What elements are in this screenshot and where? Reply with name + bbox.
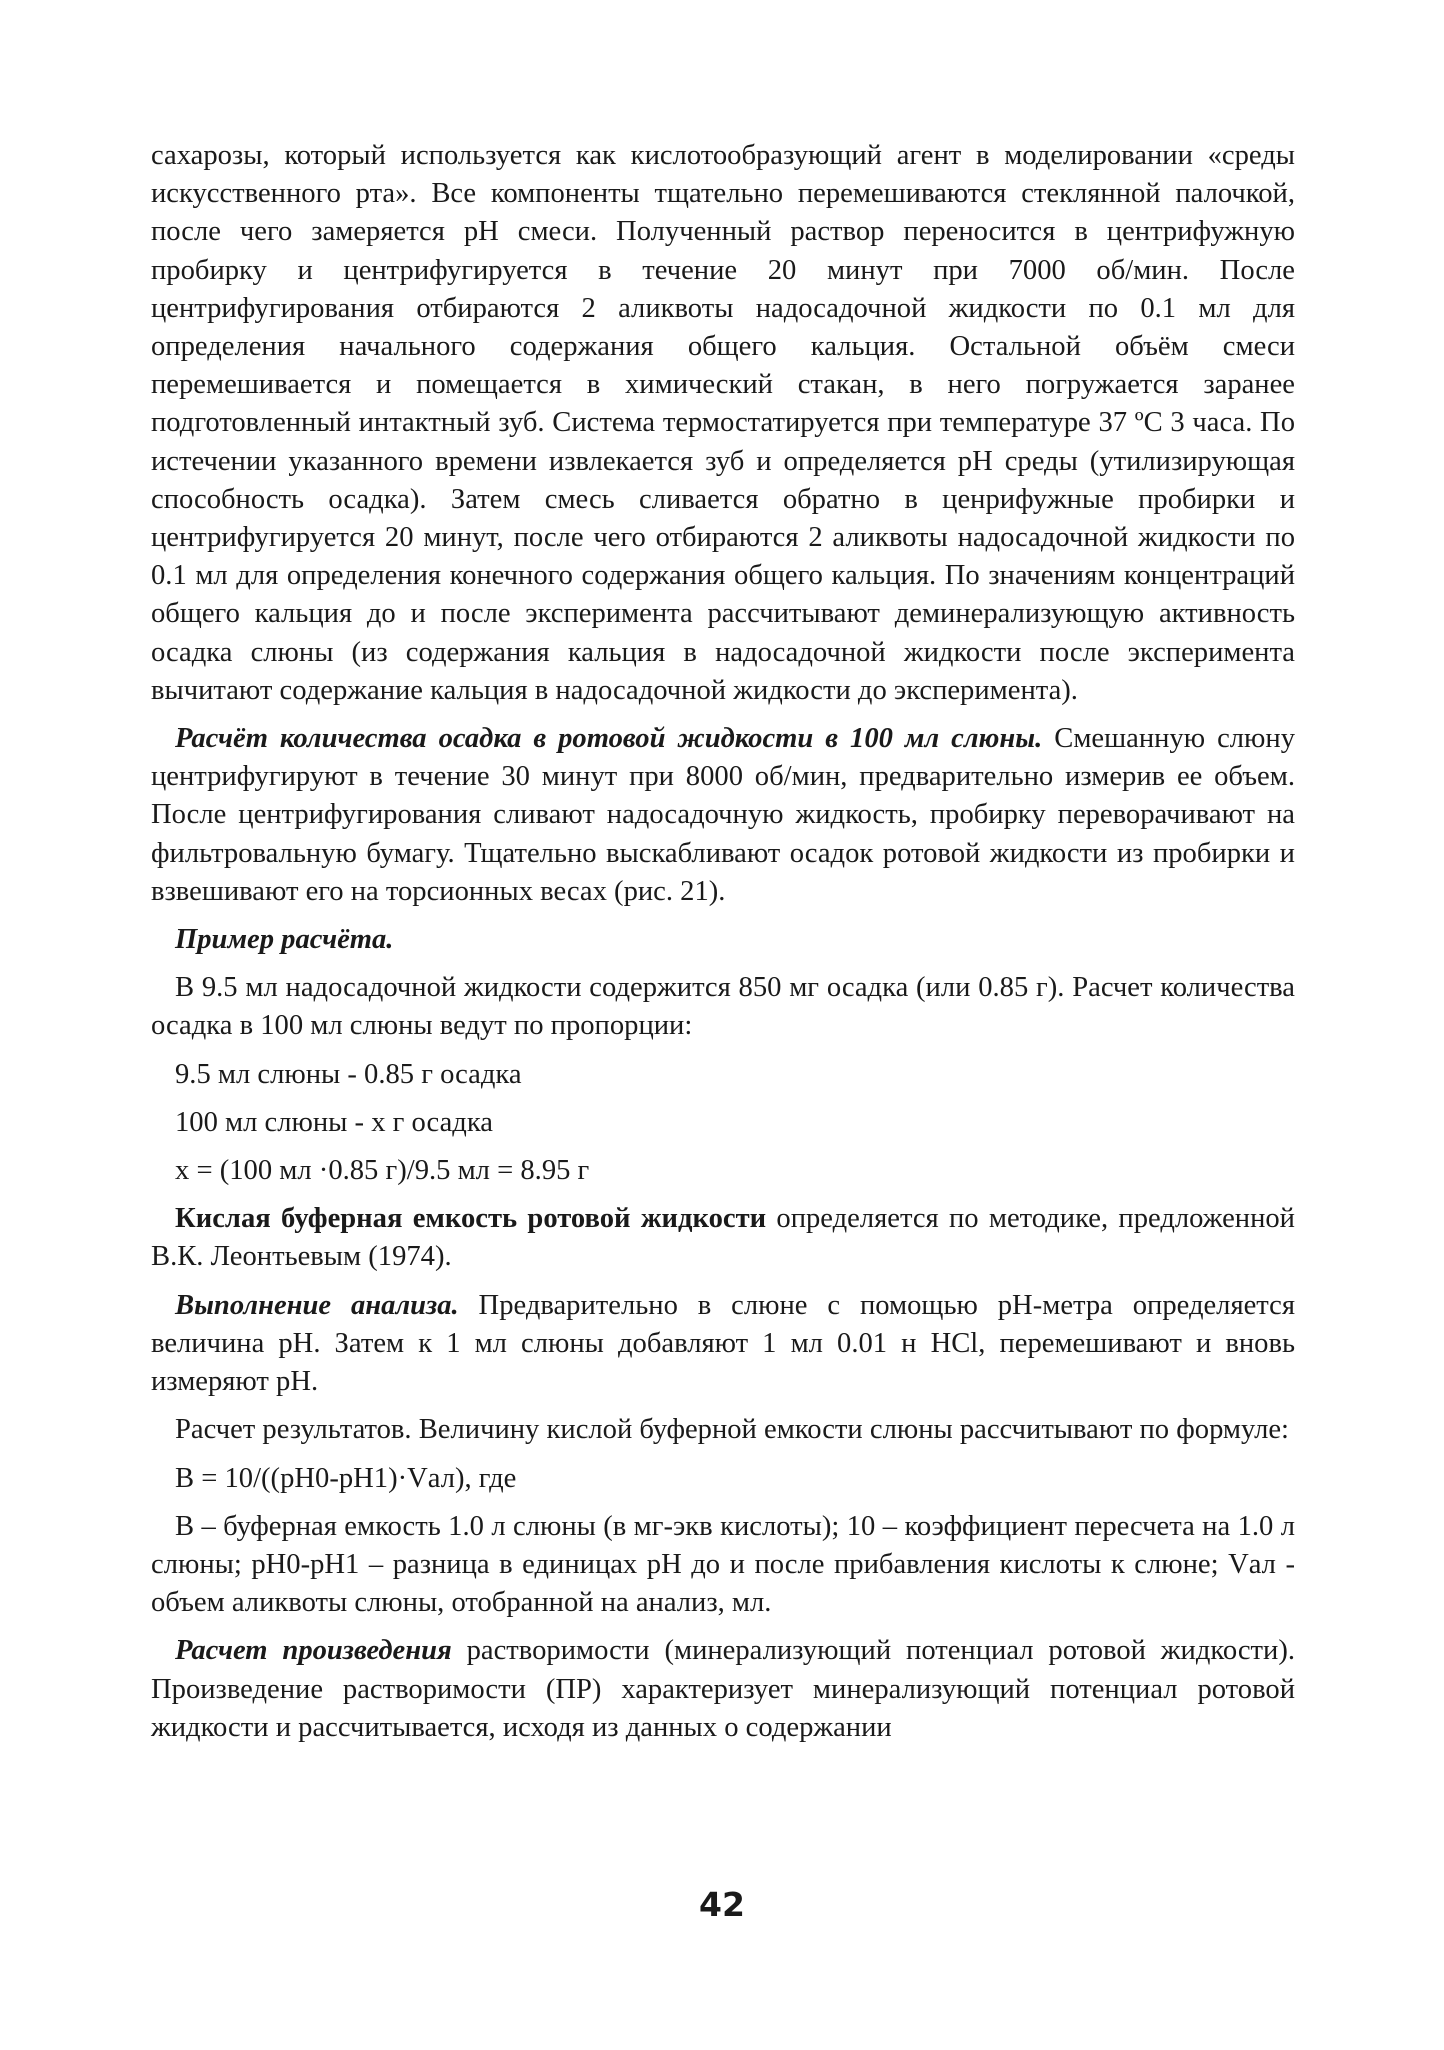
formula: В = 10/((pH0-pH1)·Vал), где (175, 1462, 517, 1494)
paragraph-results: Расчет результатов. Величину кислой буферной емкости слюны рассчитывают по формуле: (175, 1414, 1289, 1446)
paragraph-heading: Выполнение анализа. (175, 1289, 459, 1321)
proportion-result: х = (100 мл ·0.85 г)/9.5 мл = 8.95 г (175, 1155, 590, 1187)
proportion-line-1: 9.5 мл слюны - 0.85 г осадка (175, 1058, 522, 1090)
paragraph-analysis (151, 1287, 1295, 1402)
example-heading-text: Пример расчёта. (175, 924, 394, 956)
formula-legend: В – буферная емкость 1.0 л слюны (в мг-экв кислоты); 10 – коэффициент пересчета на 1.0 л слюны; pH0-pH1 – разница в единицах pH до и после прибавления кислоты к слюне; Vал - объем аликвоты слюны, отобранной на анализ, мл. (151, 1510, 1295, 1619)
paragraph-sediment-calculation (151, 720, 1295, 911)
page-number: 42 (699, 1885, 745, 1924)
body-text (151, 137, 1295, 1747)
proportion-line-2: 100 мл слюны - х г осадка (175, 1106, 493, 1138)
paragraph-solubility-product (151, 1632, 1295, 1747)
example-heading (151, 921, 1295, 959)
paragraph-body: определяется по методике, предложенной В.К. Леонтьевым (1974). (151, 1203, 1295, 1273)
paragraph-body: Смешанную слюну центрифугируют в течение 30 минут при 8000 об/мин, предварительно измерив ее объем. После центрифугирования сливают надосадочную жидкость, пробирку переворачивают на фильтровальную бумагу. Тщательно выскабливают осадок ротовой жидкости из пробирки и взвешивают его на торсионных весах (рис. 21). (151, 723, 1295, 907)
paragraph-buffer-capacity (151, 1200, 1295, 1276)
paragraph-body: растворимости (минерализующий потенциал ротовой жидкости). Произведение растворимости (ПР) характеризует минерализующий потенциал ротовой жидкости и рассчитывается, исходя из данных о содержании (151, 1635, 1296, 1743)
paragraph-heading: Кислая буферная емкость ротовой жидкости (175, 1203, 767, 1235)
paragraph-body: Предварительно в слюне с помощью pH-метра определяется величина pH. Затем к 1 мл слюны добавляют 1 мл 0.01 н HCl, перемешивают и вновь измеряют pH. (151, 1289, 1295, 1398)
paragraph-heading: Расчёт количества осадка в ротовой жидкости в 100 мл слюны. (175, 723, 1043, 755)
paragraph-example: В 9.5 мл надосадочной жидкости содержится 850 мг осадка (или 0.85 г). Расчет количества осадка в 100 мл слюны ведут по пропорции: (151, 972, 1295, 1042)
paragraph-continuation: сахарозы, который используется как кислотообразующий агент в моделировании «среды искусственного рта». Все компоненты тщательно перемешиваются стеклянной палочкой, после чего замеряется pH смеси. Полученный раствор переносится в центрифужную пробирку и центрифугируется в течение 20 минут при 7000 об/мин. После центрифугирования отбираются 2 аликвоты надосадочной жидкости по 0.1 мл для определения начального содержания общего кальция. Остальной объём смеси перемешивается и помещается в химический стакан, в него погружается заранее подготовленный интактный зуб. Система термостатируется при температуре 37 ºС 3 часа. По истечении указанного времени извлекается зуб и определяется pH среды (утилизирующая способность осадка). Затем смесь сливается обратно в ценрифужные пробирки и центрифугируется 20 минут, после чего отбираются 2 аликвоты надосадочной жидкости по 0.1 мл для определения конечного содержания общего кальция. По значениям концентраций общего кальция до и после эксперимента рассчитывают деминерализующую активность осадка слюны (из содержания кальция в надосадочной жидкости после эксперимента вычитают содержание кальция в надосадочной жидкости до эксперимента). (151, 140, 1295, 706)
paragraph-heading: Расчет произведения (175, 1635, 452, 1667)
